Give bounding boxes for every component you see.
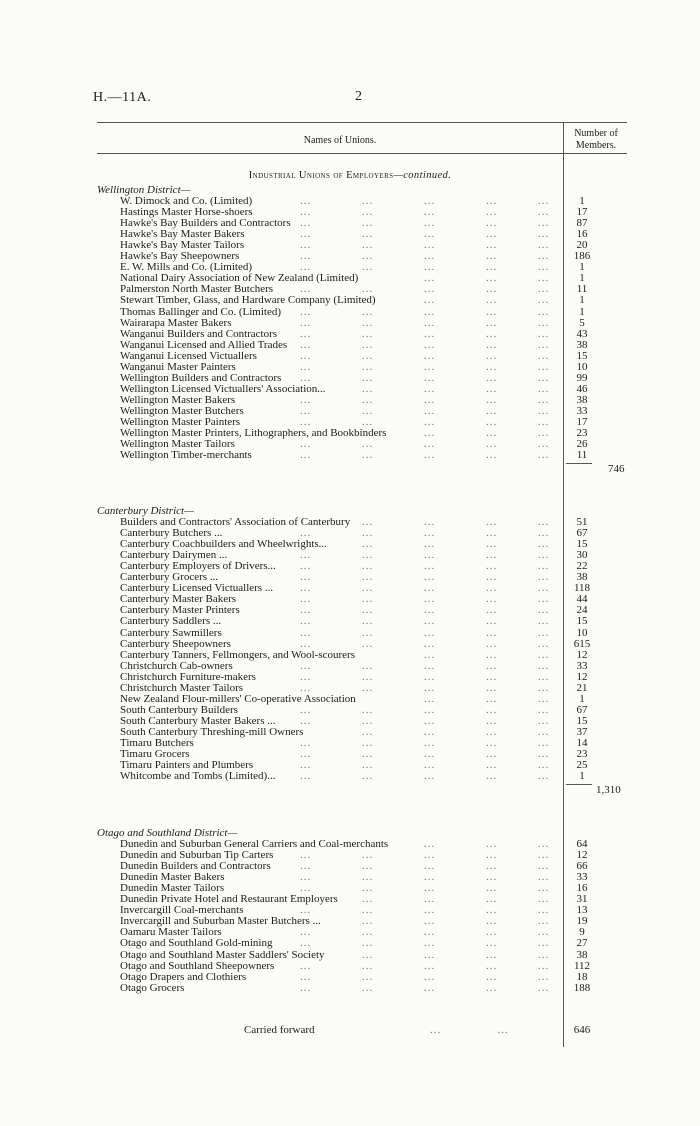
union-name: Otago Grocers <box>120 981 185 994</box>
column-header-names: Names of Unions. <box>303 135 377 146</box>
header-rule <box>97 153 627 154</box>
table-row: Canterbury Grocers ... ... ... ... ... ... 38 <box>0 572 700 583</box>
member-count: 44 <box>576 593 588 606</box>
member-count: 26 <box>576 438 588 451</box>
table-row: Otago Grocers ... ... ... ... ... 188 <box>0 983 700 994</box>
table-row: Christchurch Cab-owners ... ... ... ... ... 33 <box>0 661 700 672</box>
union-name: Otago and Southland Master Saddlers' Society <box>120 948 325 961</box>
member-count: 33 <box>576 871 588 884</box>
member-count: 33 <box>576 404 588 417</box>
member-count: 1 <box>579 294 585 307</box>
union-name: Canterbury Sheepowners <box>120 637 231 650</box>
table-row: Invercargill Coal-merchants ... ... ... ... ... 13 <box>0 905 700 916</box>
table-row: Canterbury Saddlers ... ... ... ... ... ... 15 <box>0 616 700 627</box>
subtotal-rule <box>566 784 592 785</box>
member-count: 17 <box>576 206 588 219</box>
table-row: Timaru Butchers ... ... ... ... ... 14 <box>0 738 700 749</box>
carried-forward-label: Carried forward <box>244 1024 315 1036</box>
table-row: E. W. Mills and Co. (Limited) ... ... ... ... ... 1 <box>0 262 700 273</box>
table-row: Canterbury Master Printers ... ... ... ... ... 24 <box>0 605 700 616</box>
member-count: 51 <box>576 516 588 528</box>
union-name: Canterbury Grocers ... <box>120 571 219 584</box>
union-name: Hawke's Bay Sheepowners <box>120 250 240 263</box>
union-name: Wellington Master Bakers <box>120 393 236 406</box>
table-row: Invercargill and Suburban Master Butchers ... ... ... ... ... 19 <box>0 916 700 927</box>
member-count: 38 <box>576 338 588 351</box>
member-count: 25 <box>576 759 588 772</box>
table-row: Dunedin Master Tailors ... ... ... ... ... 16 <box>0 883 700 894</box>
member-count: 46 <box>576 382 588 395</box>
district-subtotal: 1,310 <box>596 784 621 797</box>
table-row: Dunedin Master Bakers ... ... ... ... ... 33 <box>0 872 700 883</box>
union-name: Canterbury Licensed Victuallers ... <box>120 582 274 595</box>
member-count: 12 <box>576 670 588 683</box>
member-count: 38 <box>576 571 588 584</box>
document-reference: H.—11A. <box>93 90 152 105</box>
union-name: E. W. Mills and Co. (Limited) <box>120 261 252 274</box>
carried-forward-total: 646 <box>573 1024 591 1036</box>
table-row: Otago and Southland Sheepowners ... ... ... ... ... 112 <box>0 961 700 972</box>
table-row: Timaru Painters and Plumbers ... ... ... ... ... 25 <box>0 760 700 771</box>
union-name: Wellington Timber-merchants <box>120 449 252 462</box>
union-name: Dunedin and Suburban Tip Carters <box>120 849 274 862</box>
union-name: Canterbury Master Printers <box>120 604 240 617</box>
union-name: Hawke's Bay Master Bakers <box>120 228 245 241</box>
union-name: Wellington Master Butchers <box>120 404 244 417</box>
union-name: Wellington Master Tailors <box>120 438 235 451</box>
union-name: Dunedin and Suburban General Carriers and Coal-merchants <box>120 838 389 850</box>
union-name: Wellington Master Painters <box>120 416 241 428</box>
union-name: Wanganui Builders and Contractors <box>120 327 278 340</box>
member-count: 23 <box>576 427 588 440</box>
member-count: 13 <box>576 904 588 917</box>
district-title: Canterbury District— <box>97 505 194 517</box>
table-row: Dunedin Private Hotel and Restaurant Employers ... ... ... ... 31 <box>0 894 700 905</box>
union-name: Wellington Licensed Victuallers' Association... <box>120 382 326 395</box>
union-name: South Canterbury Master Bakers ... <box>120 714 276 727</box>
member-count: 1 <box>579 272 585 285</box>
table-row: Palmerston North Master Butchers ... ... ... ... ... 11 <box>0 284 700 295</box>
member-count: 15 <box>576 615 588 628</box>
section-title-caps: Industrial Unions of Employers <box>248 170 394 181</box>
member-count: 1 <box>579 261 585 274</box>
table-row: National Dairy Association of New Zealand (Limited) ... ... ... 1 <box>0 273 700 284</box>
union-name: Wellington Master Printers, Lithographers, and Bookbinders <box>120 427 387 440</box>
table-row: Whitcombe and Tombs (Limited)... ... ... ... ... ... 1 <box>0 771 700 782</box>
member-count: 1 <box>579 195 585 207</box>
member-count: 15 <box>576 538 588 551</box>
table-row: Canterbury Sheepowners ... ... ... ... ... 615 <box>0 639 700 650</box>
table-row: Dunedin Builders and Contractors ... ... ... ... ... 66 <box>0 861 700 872</box>
member-count: 99 <box>576 371 588 384</box>
member-count: 38 <box>576 393 588 406</box>
member-count: 12 <box>576 849 588 862</box>
member-count: 24 <box>576 604 588 617</box>
table-row: Otago and Southland Master Saddlers' Society ... ... ... ... 38 <box>0 950 700 961</box>
union-name: Canterbury Employers of Drivers... <box>120 560 276 573</box>
member-count: 37 <box>576 725 588 738</box>
member-count: 1 <box>579 692 585 705</box>
table-row: Wellington Master Butchers ... ... ... ... ... 33 <box>0 406 700 417</box>
table-row: Dunedin and Suburban General Carriers and Coal-merchants ... ... ... 64 <box>0 839 700 850</box>
member-count: 64 <box>576 838 588 850</box>
table-row: Christchurch Furniture-makers ... ... ... ... ... 12 <box>0 672 700 683</box>
table-row: Hastings Master Horse-shoers ... ... ... ... ... 17 <box>0 207 700 218</box>
member-count: 15 <box>576 349 588 362</box>
table-row: Hawke's Bay Master Tailors ... ... ... ... ... 20 <box>0 240 700 251</box>
section-title-continued: —continued. <box>393 170 452 181</box>
member-count: 615 <box>573 637 591 650</box>
table-row: Wellington Timber-merchants ... ... ... ... ... 11 <box>0 450 700 461</box>
member-count: 67 <box>576 527 588 540</box>
member-count: 21 <box>576 681 588 694</box>
table-row: Wellington Builders and Contractors ... ... ... ... ... 99 <box>0 373 700 384</box>
table-row: Hawke's Bay Builders and Contractors ... ... ... ... ... 87 <box>0 218 700 229</box>
page-number: 2 <box>355 89 362 104</box>
union-name: Palmerston North Master Butchers <box>120 283 274 296</box>
union-name: Thomas Ballinger and Co. (Limited) <box>120 305 281 318</box>
subtotal-rule <box>566 463 592 464</box>
table-row: South Canterbury Threshing-mill Owners ... ... ... ... 37 <box>0 727 700 738</box>
member-count: 1 <box>579 770 585 783</box>
union-name: Canterbury Butchers ... <box>120 527 223 540</box>
member-count: 112 <box>573 959 591 972</box>
member-count: 20 <box>576 239 588 252</box>
union-name: National Dairy Association of New Zealand (Limited) <box>120 272 359 285</box>
union-name: Christchurch Furniture-makers <box>120 670 256 683</box>
member-count: 188 <box>573 981 591 994</box>
table-row: Stewart Timber, Glass, and Hardware Company (Limited) ... ... ... 1 <box>0 295 700 306</box>
union-name: Christchurch Master Tailors <box>120 681 244 694</box>
table-row: South Canterbury Builders ... ... ... ... ... 67 <box>0 705 700 716</box>
district-title: Wellington District— <box>97 184 191 196</box>
table-row: Timaru Grocers ... ... ... ... ... 23 <box>0 749 700 760</box>
member-count: 5 <box>579 316 585 329</box>
union-name: South Canterbury Threshing-mill Owners <box>120 725 304 738</box>
union-name: Canterbury Coachbuilders and Wheelwrights... <box>120 538 327 551</box>
table-row: Wellington Master Printers, Lithographers, and Bookbinders ... ... ... 23 <box>0 428 700 439</box>
member-count: 18 <box>576 970 588 983</box>
union-name: Otago and Southland Sheepowners <box>120 959 275 972</box>
table-row: Christchurch Master Tailors ... ... ... ... ... 21 <box>0 683 700 694</box>
table-row: Canterbury Employers of Drivers... ... ... ... ... ... 22 <box>0 561 700 572</box>
union-name: Canterbury Dairymen ... <box>120 549 228 562</box>
union-name: Invercargill and Suburban Master Butchers ... <box>120 915 321 928</box>
member-count: 186 <box>573 250 591 263</box>
union-name: New Zealand Flour-millers' Co-operative Association <box>120 692 356 705</box>
district-title: Otago and Southland District— <box>97 827 238 839</box>
union-name: Wanganui Licensed and Allied Trades <box>120 338 288 351</box>
union-name: Builders and Contractors' Association of Canterbury <box>120 516 351 528</box>
union-name: Invercargill Coal-merchants <box>120 904 244 917</box>
member-count: 9 <box>579 926 585 939</box>
union-name: Timaru Painters and Plumbers <box>120 759 254 772</box>
member-count: 16 <box>576 228 588 241</box>
table-row: Wellington Master Painters ... ... ... ... ... 17 <box>0 417 700 428</box>
member-count: 66 <box>576 860 588 873</box>
union-name: Canterbury Sawmillers <box>120 626 222 639</box>
union-name: Canterbury Saddlers ... <box>120 615 222 628</box>
column-header-members: Number of Members. <box>574 128 618 151</box>
table-row: Oamaru Master Tailors ... ... ... ... ... 9 <box>0 927 700 938</box>
table-row: Wanganui Licensed and Allied Trades ... ... ... ... ... 38 <box>0 340 700 351</box>
table-row: Hawke's Bay Master Bakers ... ... ... ... ... 16 <box>0 229 700 240</box>
member-count: 11 <box>576 449 588 462</box>
table-row: Wanganui Builders and Contractors ... ... ... ... ... 43 <box>0 329 700 340</box>
member-count: 10 <box>576 360 588 373</box>
union-name: Timaru Butchers <box>120 737 194 749</box>
member-count: 31 <box>576 893 588 906</box>
member-count: 30 <box>576 549 588 562</box>
table-row: Wellington Master Tailors ... ... ... ... ... 26 <box>0 439 700 450</box>
union-name: Whitcombe and Tombs (Limited)... <box>120 770 276 783</box>
section-title <box>0 170 700 181</box>
member-count: 11 <box>576 283 588 296</box>
table-row: Wellington Master Bakers ... ... ... ... ... 38 <box>0 395 700 406</box>
union-name: Canterbury Tanners, Fellmongers, and Wool-scourers <box>120 648 355 661</box>
table-row: Wellington Licensed Victuallers' Association... ... ... ... ... 46 <box>0 384 700 395</box>
union-name: Timaru Grocers <box>120 748 190 761</box>
union-name: Otago and Southland Gold-mining <box>120 937 273 950</box>
member-count: 23 <box>576 748 588 761</box>
member-count: 1 <box>579 305 585 318</box>
member-count: 43 <box>576 327 588 340</box>
union-name: Dunedin Master Tailors <box>120 882 225 895</box>
member-count: 12 <box>576 648 588 661</box>
table-row: Canterbury Butchers ... ... ... ... ... ... 67 <box>0 528 700 539</box>
union-name: Dunedin Master Bakers <box>120 871 225 884</box>
union-name: Hawke's Bay Master Tailors <box>120 239 245 252</box>
member-count: 10 <box>576 626 588 639</box>
district-subtotal: 746 <box>608 463 625 476</box>
table-row: Thomas Ballinger and Co. (Limited) ... ... ... ... ... 1 <box>0 307 700 318</box>
union-name: Wanganui Licensed Victuallers <box>120 349 257 362</box>
union-name: Christchurch Cab-owners <box>120 659 233 672</box>
union-name: Hawke's Bay Builders and Contractors <box>120 217 291 230</box>
top-rule <box>97 122 627 123</box>
union-name: South Canterbury Builders <box>120 703 238 716</box>
table-row: New Zealand Flour-millers' Co-operative Association ... ... ... 1 <box>0 694 700 705</box>
union-name: Dunedin Builders and Contractors <box>120 860 271 873</box>
table-row: Canterbury Master Bakers ... ... ... ... ... 44 <box>0 594 700 605</box>
table-row: Builders and Contractors' Association of Canterbury ... ... ... ... 51 <box>0 517 700 528</box>
union-name: Otago Drapers and Clothiers <box>120 970 247 983</box>
member-count: 27 <box>576 937 588 950</box>
union-name: Wellington Builders and Contractors <box>120 371 282 384</box>
table-row: Dunedin and Suburban Tip Carters ... ... ... ... ... 12 <box>0 850 700 861</box>
member-count: 67 <box>576 703 588 716</box>
union-name: Canterbury Master Bakers <box>120 593 237 606</box>
table-row: Canterbury Coachbuilders and Wheelwrights... ... ... ... ... 15 <box>0 539 700 550</box>
member-count: 19 <box>576 915 588 928</box>
member-count: 17 <box>576 416 588 428</box>
member-count: 33 <box>576 659 588 672</box>
carried-forward-dots: ... ... <box>430 1024 509 1036</box>
table-row: Otago and Southland Gold-mining ... ... ... ... ... 27 <box>0 938 700 949</box>
table-row: Canterbury Licensed Victuallers ... ... ... ... ... ... 118 <box>0 583 700 594</box>
table-row: Canterbury Tanners, Fellmongers, and Wool-scourers ... ... ... 12 <box>0 650 700 661</box>
member-count: 14 <box>576 737 588 749</box>
table-row: South Canterbury Master Bakers ... ... ... ... ... ... 15 <box>0 716 700 727</box>
union-name: Oamaru Master Tailors <box>120 926 222 939</box>
union-name: Stewart Timber, Glass, and Hardware Company (Limited) <box>120 294 376 307</box>
member-count: 22 <box>576 560 588 573</box>
union-name: Hastings Master Horse-shoers <box>120 206 253 219</box>
member-count: 38 <box>576 948 588 961</box>
union-name: W. Dimock and Co. (Limited) <box>120 195 253 207</box>
table-row: Canterbury Sawmillers ... ... ... ... ... 10 <box>0 628 700 639</box>
member-count: 87 <box>576 217 588 230</box>
table-row: Wanganui Licensed Victuallers ... ... ... ... ... 15 <box>0 351 700 362</box>
table-row: Wairarapa Master Bakers ... ... ... ... ... 5 <box>0 318 700 329</box>
table-row: Otago Drapers and Clothiers ... ... ... ... ... 18 <box>0 972 700 983</box>
member-count: 16 <box>576 882 588 895</box>
table-row: Hawke's Bay Sheepowners ... ... ... ... ... 186 <box>0 251 700 262</box>
union-name: Dunedin Private Hotel and Restaurant Employers <box>120 893 338 906</box>
union-name: Wanganui Master Painters <box>120 360 236 373</box>
union-name: Wairarapa Master Bakers <box>120 316 232 329</box>
member-count: 15 <box>576 714 588 727</box>
table-row: Wanganui Master Painters ... ... ... ... ... 10 <box>0 362 700 373</box>
member-count: 118 <box>573 582 591 595</box>
table-row: W. Dimock and Co. (Limited) ... ... ... ... ... 1 <box>0 196 700 207</box>
table-row: Canterbury Dairymen ... ... ... ... ... ... 30 <box>0 550 700 561</box>
